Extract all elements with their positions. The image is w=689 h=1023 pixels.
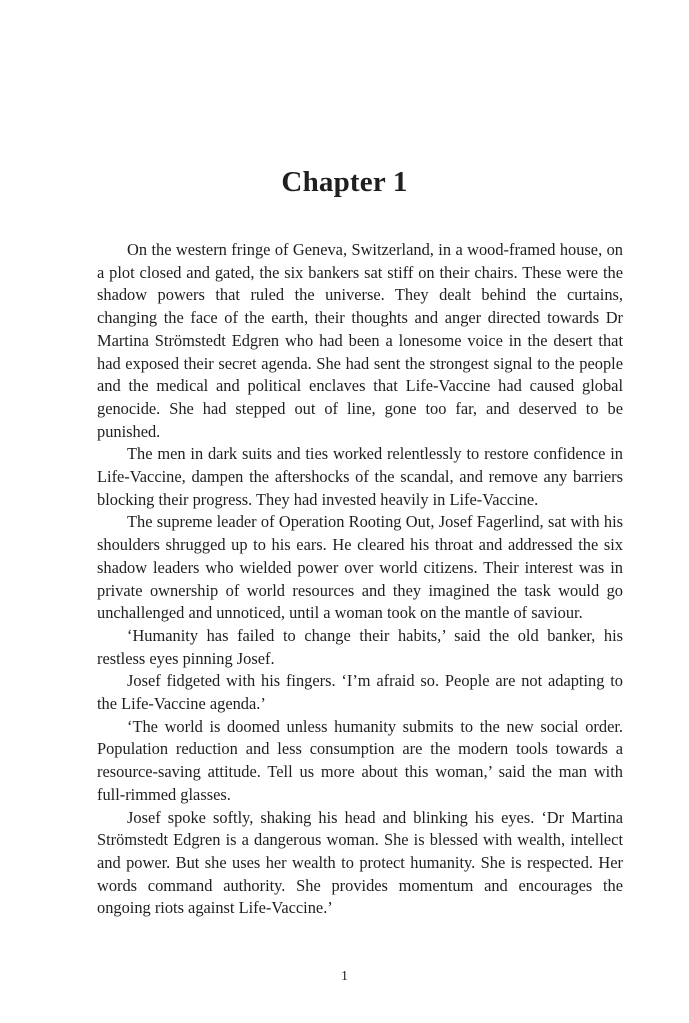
chapter-title: Chapter 1 <box>281 166 408 198</box>
chapter-body <box>97 239 623 920</box>
paragraph: On the western fringe of Geneva, Switzerland, in a wood-framed house, on a plot closed and gated, the six bankers sat stiff on their chairs. These were the shadow powers that ruled the universe. They dealt behind the curtains, changing the face of the earth, their thoughts and anger directed towards Dr Martina Strömstedt Edgren who had been a lonesome voice in the desert that had exposed their secret agenda. She had sent the strongest signal to the people and the medical and political enclaves that Life-Vaccine had caused global genocide. She had stepped out of line, gone too far, and deserved to be punished. <box>97 240 623 441</box>
page-number: 1 <box>341 969 348 984</box>
paragraph: Josef fidgeted with his fingers. ‘I’m afraid so. People are not adapting to the Life-Vaccine agenda.’ <box>97 671 623 714</box>
paragraph: Josef spoke softly, shaking his head and blinking his eyes. ‘Dr Martina Strömstedt Edgren is a dangerous woman. She is blessed with wealth, intellect and power. But she uses her wealth to protect humanity. She is respected. Her words command authority. She provides momentum and encourages the ongoing riots against Life-Vaccine.’ <box>97 807 623 918</box>
paragraph: ‘Humanity has failed to change their habits,’ said the old banker, his restless eyes pinning Josef. <box>97 625 623 668</box>
paragraph: The supreme leader of Operation Rooting Out, Josef Fagerlind, sat with his shoulders shrugged up to his ears. He cleared his throat and addressed the six shadow leaders who wielded power over world citizens. Their interest was in private ownership of world resources and they imagined the task would go unchallenged and unnoticed, until a woman took on the mantle of saviour. <box>97 512 623 623</box>
paragraph: ‘The world is doomed unless humanity submits to the new social order. Population reduction and less consumption are the modern tools towards a resource-saving attitude. Tell us more about this woman,’ said the man with full-rimmed glasses. <box>97 716 623 804</box>
paragraph: The men in dark suits and ties worked relentlessly to restore confidence in Life-Vaccine, dampen the aftershocks of the scandal, and remove any barriers blocking their progress. They had invested heavily in Life-Vaccine. <box>97 444 623 509</box>
